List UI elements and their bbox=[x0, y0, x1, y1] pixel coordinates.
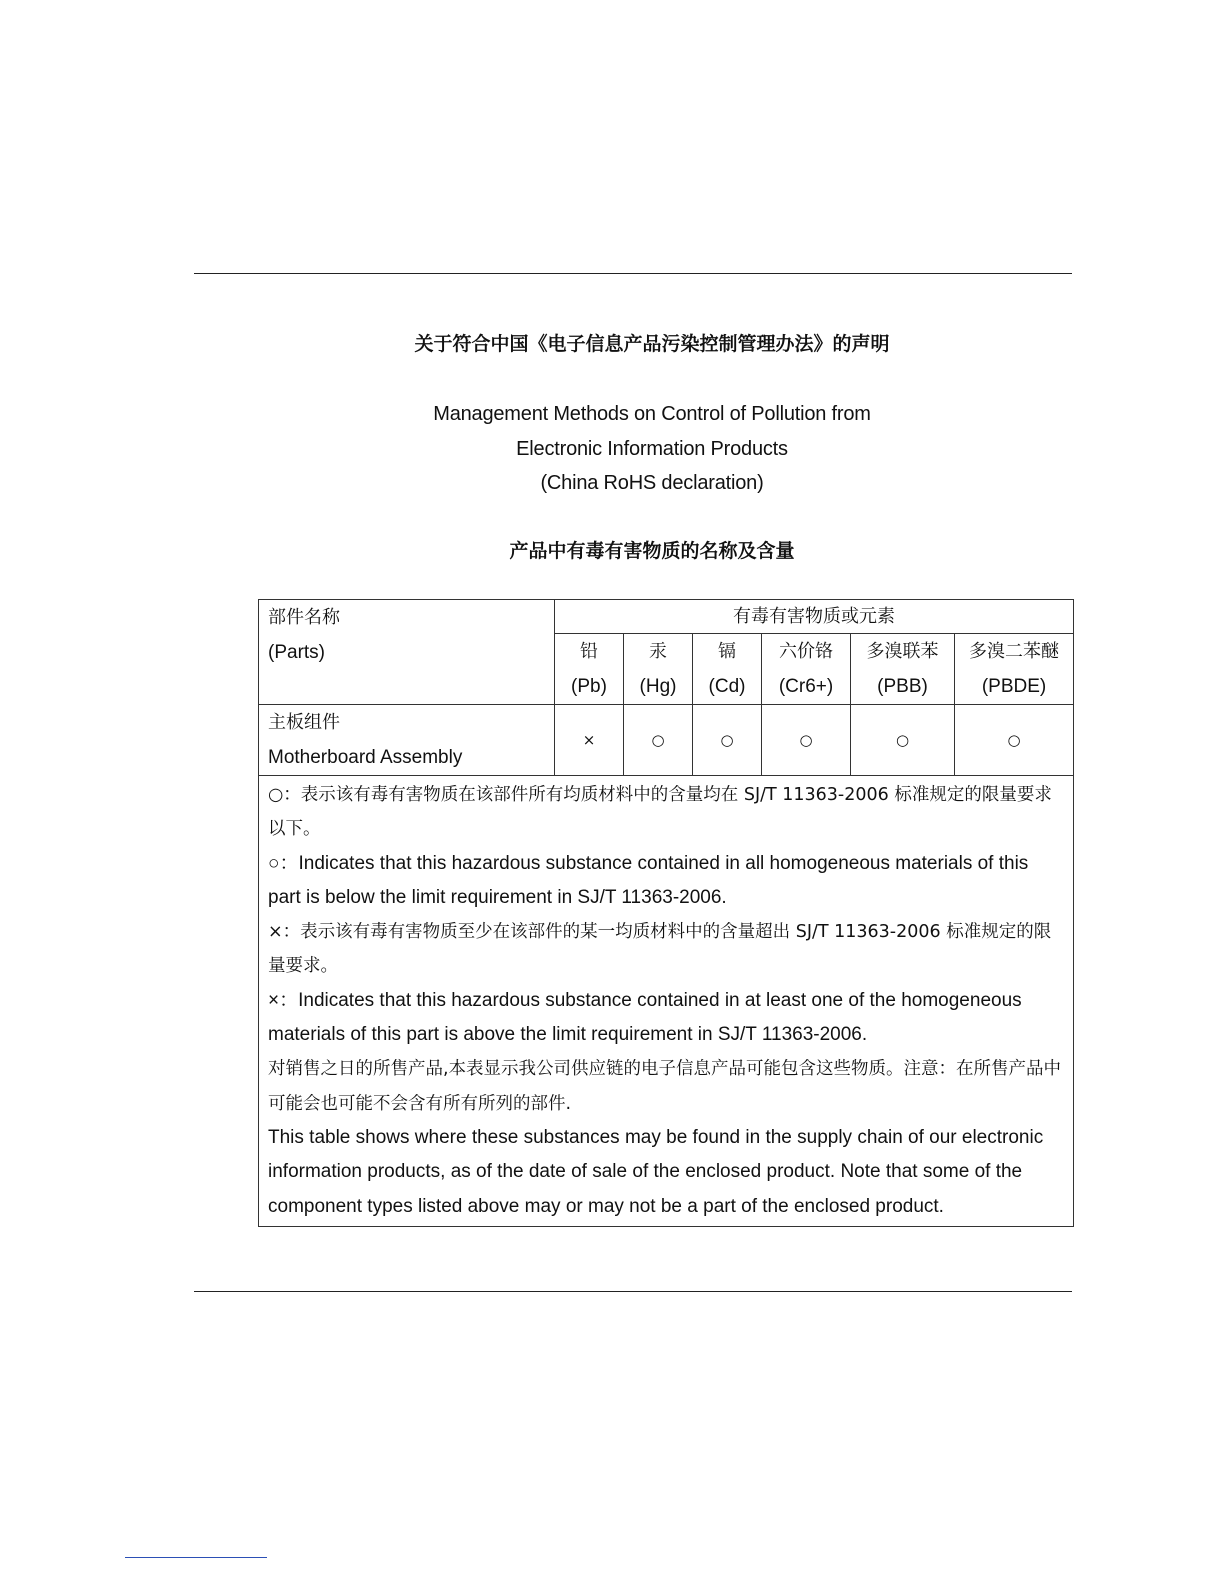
element-header-pbde bbox=[955, 634, 1074, 705]
table-title-cn: 产品中有毒有害物质的名称及含量 bbox=[509, 540, 795, 562]
mark-pbb: ○ bbox=[851, 705, 955, 776]
element-name-cn: 镉 bbox=[718, 641, 736, 662]
element-name-cn: 多溴联苯 bbox=[866, 641, 939, 662]
element-header-cd bbox=[693, 634, 762, 705]
element-header-pbb bbox=[851, 634, 955, 705]
mark-pb: × bbox=[555, 705, 624, 776]
bottom-rule bbox=[194, 1291, 1072, 1292]
note-above-limit-en: ×：Indicates that this hazardous substance contained in at least one of the homogeneous materials of this part is above the limit requirement in SJ/T 11363-2006. bbox=[268, 989, 1022, 1046]
hazardous-substances-table bbox=[258, 599, 1074, 1227]
note-below-limit-cn: ○：表示该有毒有害物质在该部件所有均质材料中的含量均在 SJ/T 11363-2006 标准规定的限量要求以下。 bbox=[268, 785, 1052, 840]
mark-hg: ○ bbox=[624, 705, 693, 776]
part-name-cell bbox=[259, 705, 555, 776]
parts-header-cn: 部件名称 bbox=[268, 607, 340, 628]
note-above-limit-cn: ×：表示该有毒有害物质至少在该部件的某一均质材料中的含量超出 SJ/T 11363-2006 标准规定的限量要求。 bbox=[268, 922, 1052, 977]
mark-cd: ○ bbox=[693, 705, 762, 776]
title-line-3: (China RoHS declaration) bbox=[540, 472, 764, 494]
note-supply-chain-en: This table shows where these substances may be found in the supply chain of our electronic information products, as of the date of sale of the enclosed product. Note that some of the component types listed above may or may not be a part of the enclosed product. bbox=[268, 1126, 1044, 1217]
element-symbol: (Hg) bbox=[639, 676, 677, 697]
declaration-title-en bbox=[194, 397, 1110, 501]
top-rule bbox=[194, 273, 1072, 274]
part-name-en: Motherboard Assembly bbox=[268, 747, 463, 768]
note-below-limit-en: ○：Indicates that this hazardous substance contained in all homogeneous materials of this part is below the limit requirement in SJ/T 11363-2006. bbox=[268, 852, 1029, 908]
part-name-cn: 主板组件 bbox=[268, 712, 340, 733]
declaration-title-cn: 关于符合中国《电子信息产品污染控制管理办法》的声明 bbox=[414, 333, 890, 355]
title-line-1: Management Methods on Control of Pollution from bbox=[433, 403, 871, 425]
element-name-cn: 六价铬 bbox=[779, 641, 833, 662]
element-symbol: (PBB) bbox=[877, 676, 928, 697]
element-header-cr6 bbox=[762, 634, 851, 705]
notes-cell bbox=[259, 776, 1074, 1227]
element-header-pb bbox=[555, 634, 624, 705]
element-symbol: (Pb) bbox=[571, 676, 607, 697]
title-line-2: Electronic Information Products bbox=[516, 437, 788, 460]
element-name-cn: 汞 bbox=[649, 641, 667, 662]
table-row bbox=[259, 705, 1074, 776]
footnote-rule bbox=[125, 1557, 267, 1558]
element-name-cn: 铅 bbox=[580, 641, 598, 662]
note-supply-chain-cn: 对销售之日的所售产品,本表显示我公司供应链的电子信息产品可能包含这些物质。注意：在所售产品中可能会也可能不会含有所有所列的部件. bbox=[268, 1059, 1062, 1114]
parts-header-en: (Parts) bbox=[268, 642, 325, 663]
mark-cr6: ○ bbox=[762, 705, 851, 776]
element-symbol: (Cr6+) bbox=[778, 676, 834, 697]
element-symbol: (PBDE) bbox=[981, 676, 1047, 697]
notes-row bbox=[259, 776, 1074, 1227]
element-symbol: (Cd) bbox=[708, 676, 746, 697]
substances-header: 有毒有害物质或元素 bbox=[555, 600, 1074, 634]
parts-header-cell bbox=[259, 600, 555, 705]
element-name-cn: 多溴二苯醚 bbox=[969, 641, 1060, 662]
mark-pbde: ○ bbox=[955, 705, 1074, 776]
header-row-1 bbox=[259, 600, 1074, 634]
element-header-hg bbox=[624, 634, 693, 705]
